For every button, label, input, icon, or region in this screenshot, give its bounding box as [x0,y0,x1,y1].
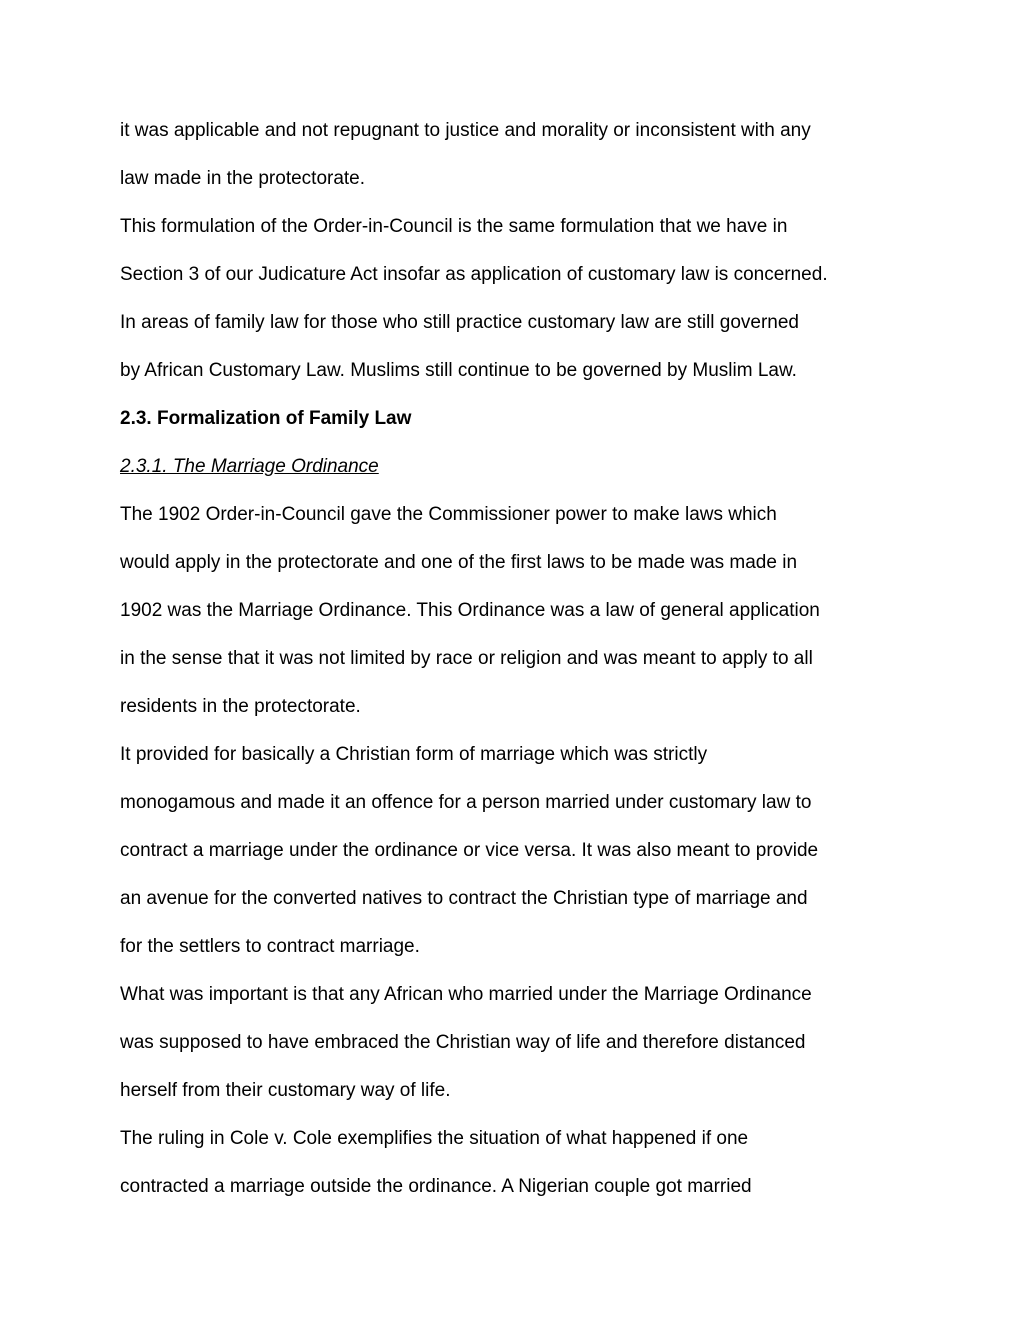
body-text-line: The ruling in Cole v. Cole exemplifies the situation of what happened if one [120,1128,749,1149]
body-text-line: This formulation of the Order-in-Council is the same formulation that we have in [120,216,788,237]
body-text-line: by African Customary Law. Muslims still continue to be governed by Muslim Law. [120,360,797,381]
body-text-line: The 1902 Order-in-Council gave the Commissioner power to make laws which [120,504,777,525]
body-text-line: What was important is that any African who married under the Marriage Ordinance [120,984,812,1005]
body-text-line: would apply in the protectorate and one of the first laws to be made was made in [120,552,798,573]
body-text-line: 1902 was the Marriage Ordinance. This Ordinance was a law of general application [120,600,820,621]
section-heading: 2.3. Formalization of Family Law [120,408,412,429]
subsection-heading-line [120,443,900,491]
body-text-line: In areas of family law for those who still practice customary law are still governed [120,312,799,333]
body-text-line: for the settlers to contract marriage. [120,936,420,957]
body-text-line: was supposed to have embraced the Christian way of life and therefore distanced [120,1032,806,1053]
subsection-heading: 2.3.1. The Marriage Ordinance [120,456,379,477]
body-text-line: herself from their customary way of life. [120,1080,451,1101]
document-body [120,107,900,1211]
body-text-line: in the sense that it was not limited by race or religion and was meant to apply to all [120,648,813,669]
body-text-line: monogamous and made it an offence for a person married under customary law to [120,792,812,813]
body-text-line: it was applicable and not repugnant to justice and morality or inconsistent with any [120,120,811,141]
body-text-line: law made in the protectorate. [120,168,366,189]
body-text-line: contracted a marriage outside the ordinance. A Nigerian couple got married [120,1176,752,1197]
body-text-line: contract a marriage under the ordinance or vice versa. It was also meant to provide [120,840,819,861]
body-text-line: Section 3 of our Judicature Act insofar as application of customary law is concerned. [120,264,828,285]
body-text-line: It provided for basically a Christian form of marriage which was strictly [120,744,708,765]
body-text-line: an avenue for the converted natives to contract the Christian type of marriage and [120,888,808,909]
body-text-line: residents in the protectorate. [120,696,361,717]
